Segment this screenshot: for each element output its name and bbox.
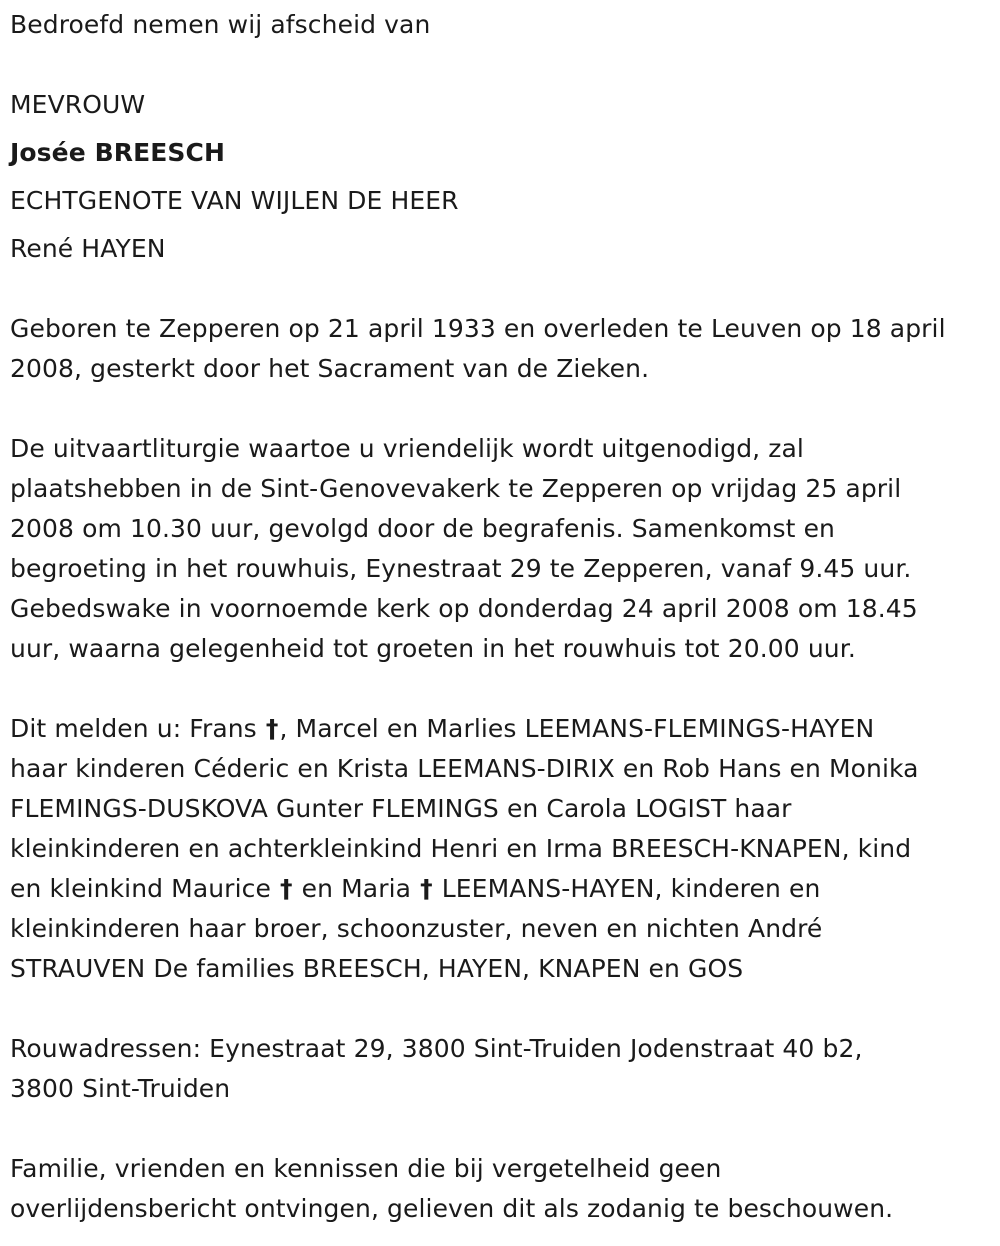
intro-text: Bedroefd nemen wij afscheid van [10, 10, 431, 39]
closing-line: Familie, vrienden en kennissen die bij vergetelheid geen [10, 1154, 722, 1183]
announcers-text: Dit melden u: Frans [10, 714, 265, 743]
announcers-line [10, 709, 985, 749]
title-text: MEVROUW [10, 90, 146, 119]
announcers-text: , Marcel en Marlies LEEMANS-FLEMINGS-HAYEN [279, 714, 875, 743]
ceremony-line: begroeting in het rouwhuis, Eynestraat 29 te Zepperen, vanaf 9.45 uur. [10, 554, 912, 583]
closing-line: overlijdensbericht ontvingen, gelieven dit als zodanig te beschouwen. [10, 1194, 894, 1223]
birth-paragraph [10, 309, 985, 389]
addresses-line: Rouwadressen: Eynestraat 29, 3800 Sint-Truiden Jodenstraat 40 b2, [10, 1034, 863, 1063]
announcers-paragraph [10, 709, 985, 989]
ceremony-line: Gebedswake in voornoemde kerk op donderdag 24 april 2008 om 18.45 [10, 594, 918, 623]
ceremony-line: 2008 om 10.30 uur, gevolgd door de begrafenis. Samenkomst en [10, 514, 836, 543]
announcers-line: STRAUVEN De families BREESCH, HAYEN, KNAPEN en GOS [10, 954, 744, 983]
addresses-line: 3800 Sint-Truiden [10, 1074, 231, 1103]
spouse-label: ECHTGENOTE VAN WIJLEN DE HEER [10, 186, 459, 215]
cross-icon: † [420, 874, 433, 903]
ceremony-line: uur, waarna gelegenheid tot groeten in het rouwhuis tot 20.00 uur. [10, 634, 856, 663]
spouse-name: René HAYEN [10, 234, 166, 263]
announcers-line: kleinkinderen haar broer, schoonzuster, neven en nichten André [10, 914, 823, 943]
cross-icon: † [279, 874, 293, 903]
announcers-text: LEEMANS-HAYEN, kinderen en [433, 874, 821, 903]
birth-line: Geboren te Zepperen op 21 april 1933 en overleden te Leuven op 18 april [10, 314, 946, 343]
announcers-text: en Maria [293, 874, 420, 903]
deceased-name: Josée BREESCH [10, 138, 226, 167]
addresses-paragraph [10, 1029, 985, 1109]
ceremony-line: plaatshebben in de Sint-Genovevakerk te Zepperen op vrijdag 25 april [10, 474, 902, 503]
cross-icon: † [265, 714, 279, 743]
announcers-line: kleinkinderen en achterkleinkind Henri en Irma BREESCH-KNAPEN, kind [10, 834, 912, 863]
birth-line: 2008, gesterkt door het Sacrament van de Zieken. [10, 354, 650, 383]
obituary-document [10, 0, 985, 1229]
ceremony-paragraph [10, 429, 985, 669]
announcers-line [10, 869, 985, 909]
closing-paragraph [10, 1149, 985, 1229]
announcers-line: FLEMINGS-DUSKOVA Gunter FLEMINGS en Carola LOGIST haar [10, 794, 792, 823]
announcers-text: en kleinkind Maurice [10, 874, 279, 903]
ceremony-line: De uitvaartliturgie waartoe u vriendelijk wordt uitgenodigd, zal [10, 434, 804, 463]
announcers-line: haar kinderen Céderic en Krista LEEMANS-DIRIX en Rob Hans en Monika [10, 754, 919, 783]
